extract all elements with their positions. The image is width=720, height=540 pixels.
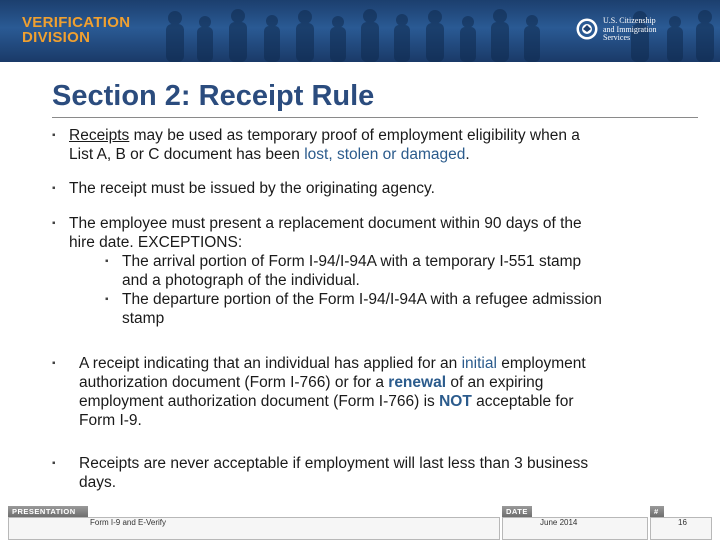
bullet-never-acceptable xyxy=(52,454,588,492)
bullet-marker-icon: ▪ xyxy=(52,358,56,369)
bullet-text: The receipt must be issued by the originating agency. xyxy=(69,180,435,197)
header-banner xyxy=(0,0,720,62)
bullet-text: may be used as temporary proof of employment eligibility when a xyxy=(129,127,580,144)
bullet-text: Form I-9. xyxy=(79,412,142,429)
bullet-text: authorization document (Form I-766) or for a xyxy=(79,374,389,391)
sub-bullet-text: The departure portion of the Form I-94/I-94A with a refugee admission xyxy=(122,291,602,308)
agency-name-line2: and Immigration xyxy=(603,24,657,34)
division-title-line2: DIVISION xyxy=(22,29,91,46)
date-value: June 2014 xyxy=(540,518,578,527)
receipts-link[interactable]: Receipts xyxy=(69,127,130,144)
presentation-value: Form I-9 and E-Verify xyxy=(90,518,167,527)
bullet-receipts-temporary-proof xyxy=(52,126,580,164)
bullet-ead-receipt xyxy=(52,354,586,430)
bullet-text: . xyxy=(465,146,470,163)
highlight-lost-stolen-damaged: lost, stolen or damaged xyxy=(304,146,466,163)
sub-bullet-marker-icon: ▪ xyxy=(105,256,109,267)
bullet-text: hire date. EXCEPTIONS: xyxy=(69,234,243,251)
bullet-issued-by-agency xyxy=(52,179,435,198)
agency-name xyxy=(603,17,657,43)
highlight-not: NOT xyxy=(439,393,472,410)
bullet-text: A receipt indicating that an individual has applied for an xyxy=(79,355,462,372)
bullet-text: of an expiring xyxy=(446,374,544,391)
presentation-field xyxy=(8,517,500,540)
division-title xyxy=(22,15,130,45)
bullet-text: acceptable for xyxy=(471,393,574,410)
sub-bullet-text: and a photograph of the individual. xyxy=(122,272,360,289)
date-tab: DATE xyxy=(502,506,532,517)
bullet-text: employment authorization document (Form I-766) is xyxy=(79,393,440,410)
bullet-marker-icon: ▪ xyxy=(52,458,56,469)
bullet-text: employment xyxy=(496,355,586,372)
highlight-initial: initial xyxy=(461,355,497,372)
bullet-marker-icon: ▪ xyxy=(52,183,56,194)
bullet-replacement-document xyxy=(52,214,602,328)
bullet-text: The employee must present a replacement document within 90 days of the xyxy=(69,215,582,232)
dhs-seal-icon xyxy=(576,18,598,40)
title-divider xyxy=(52,117,698,118)
agency-name-line1: U.S. Citizenship xyxy=(603,16,656,25)
slide-title: Section 2: Receipt Rule xyxy=(52,80,375,112)
sub-bullet-arrival-portion xyxy=(52,252,602,290)
sub-bullet-departure-portion xyxy=(52,290,602,328)
agency-name-line3: Services xyxy=(603,33,631,42)
bullet-text: Receipts are never acceptable if employment will last less than 3 business xyxy=(79,455,589,472)
page-tab: # xyxy=(650,506,664,517)
bullet-marker-icon: ▪ xyxy=(52,130,56,141)
sub-bullet-marker-icon: ▪ xyxy=(105,294,109,305)
highlight-renewal: renewal xyxy=(388,374,447,391)
division-title-line1: VERIFICATION xyxy=(22,14,131,31)
page-number: 16 xyxy=(678,518,687,527)
bullet-text: List A, B or C document has been xyxy=(69,146,305,163)
bullet-marker-icon: ▪ xyxy=(52,218,56,229)
sub-bullet-text: The arrival portion of Form I-94/I-94A with a temporary I-551 stamp xyxy=(122,253,582,270)
bullet-text: days. xyxy=(79,474,117,491)
presentation-tab: PRESENTATION xyxy=(8,506,88,517)
sub-bullet-text: stamp xyxy=(122,310,165,327)
